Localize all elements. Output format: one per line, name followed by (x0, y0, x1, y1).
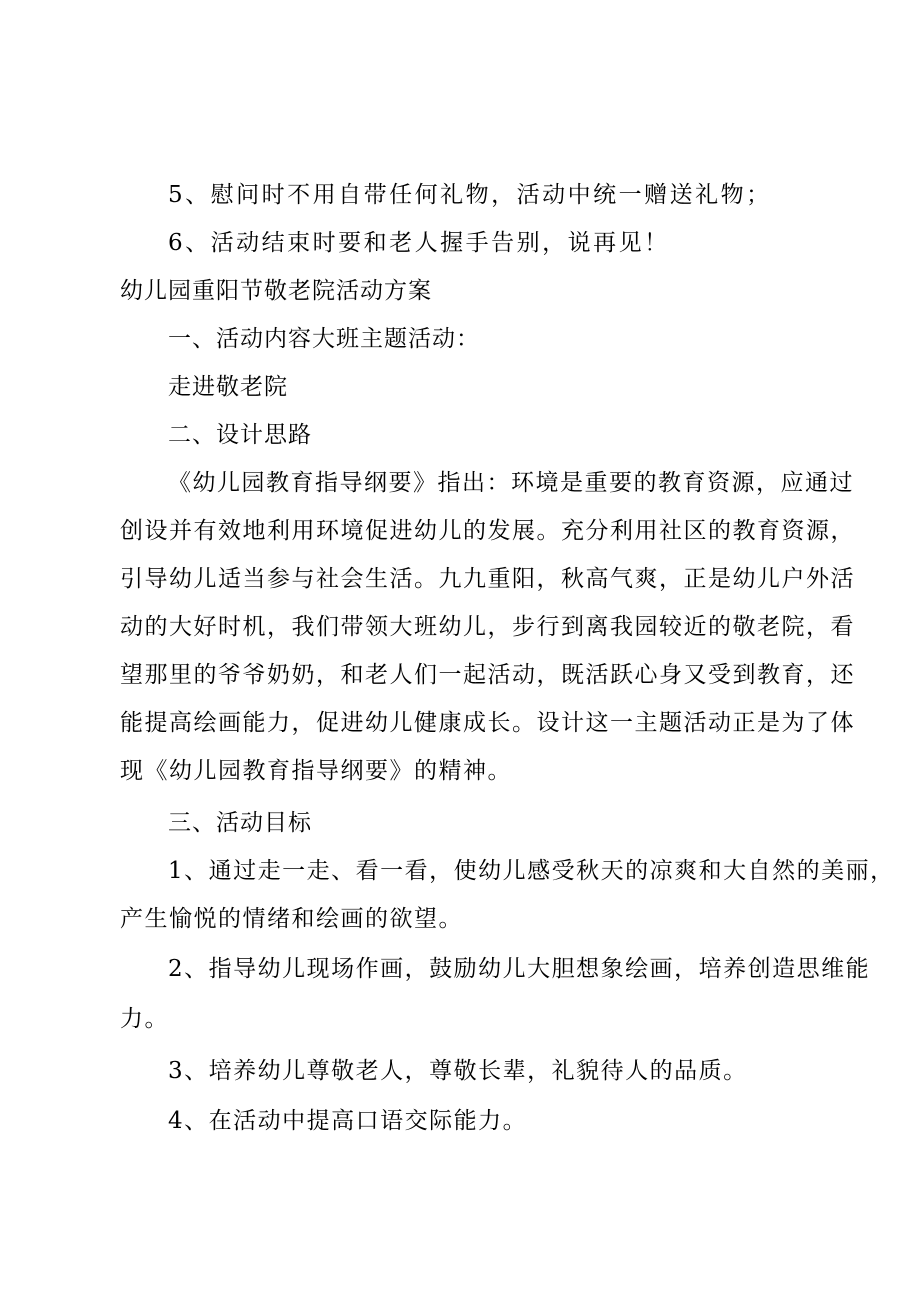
document-title: 幼儿园重阳节敬老院活动方案 (120, 278, 432, 304)
section-1-heading: 一、活动内容大班主题活动： (168, 326, 480, 352)
section-2-paragraph-line-5: 望那里的爷爷奶奶，和老人们一起活动，既活跃心身又受到教育，还 (120, 662, 855, 688)
goal-3: 3、培养幼儿尊敬老人，尊敬长辈，礼貌待人的品质。 (168, 1058, 748, 1084)
section-3-heading: 三、活动目标 (168, 810, 312, 836)
goal-2-line-1: 2、指导幼儿现场作画，鼓励幼儿大胆想象绘画，培养创造思维能 (168, 956, 871, 982)
section-2-paragraph-line-2: 创设并有效地利用环境促进幼儿的发展。充分利用社区的教育资源， (120, 518, 855, 544)
section-2-paragraph-line-1: 《幼儿园教育指导纲要》指出：环境是重要的教育资源，应通过 (168, 470, 854, 496)
goal-2-line-2: 力。 (120, 1006, 169, 1032)
goal-1-line-1: 1、通过走一走、看一看，使幼儿感受秋天的凉爽和大自然的美丽， (168, 858, 895, 884)
section-2-paragraph-line-6: 能提高绘画能力，促进幼儿健康成长。设计这一主题活动正是为了体 (120, 710, 855, 736)
list-item-6: 6、活动结束时要和老人握手告别，说再见！ (168, 230, 670, 256)
goal-4: 4、在活动中提高口语交际能力。 (168, 1108, 528, 1134)
section-1-content: 走进敬老院 (168, 374, 288, 400)
list-item-5: 5、慰问时不用自带任何礼物，活动中统一赠送礼物； (168, 182, 772, 208)
section-2-paragraph-line-4: 动的大好时机，我们带领大班幼儿，步行到离我园较近的敬老院，看 (120, 614, 855, 640)
goal-1-line-2: 产生愉悦的情绪和绘画的欲望。 (120, 906, 463, 932)
section-2-paragraph-line-7: 现《幼儿园教育指导纲要》的精神。 (120, 758, 512, 784)
section-2-paragraph-line-3: 引导幼儿适当参与社会生活。九九重阳，秋高气爽，正是幼儿户外活 (120, 566, 855, 592)
section-2-heading: 二、设计思路 (168, 422, 312, 448)
